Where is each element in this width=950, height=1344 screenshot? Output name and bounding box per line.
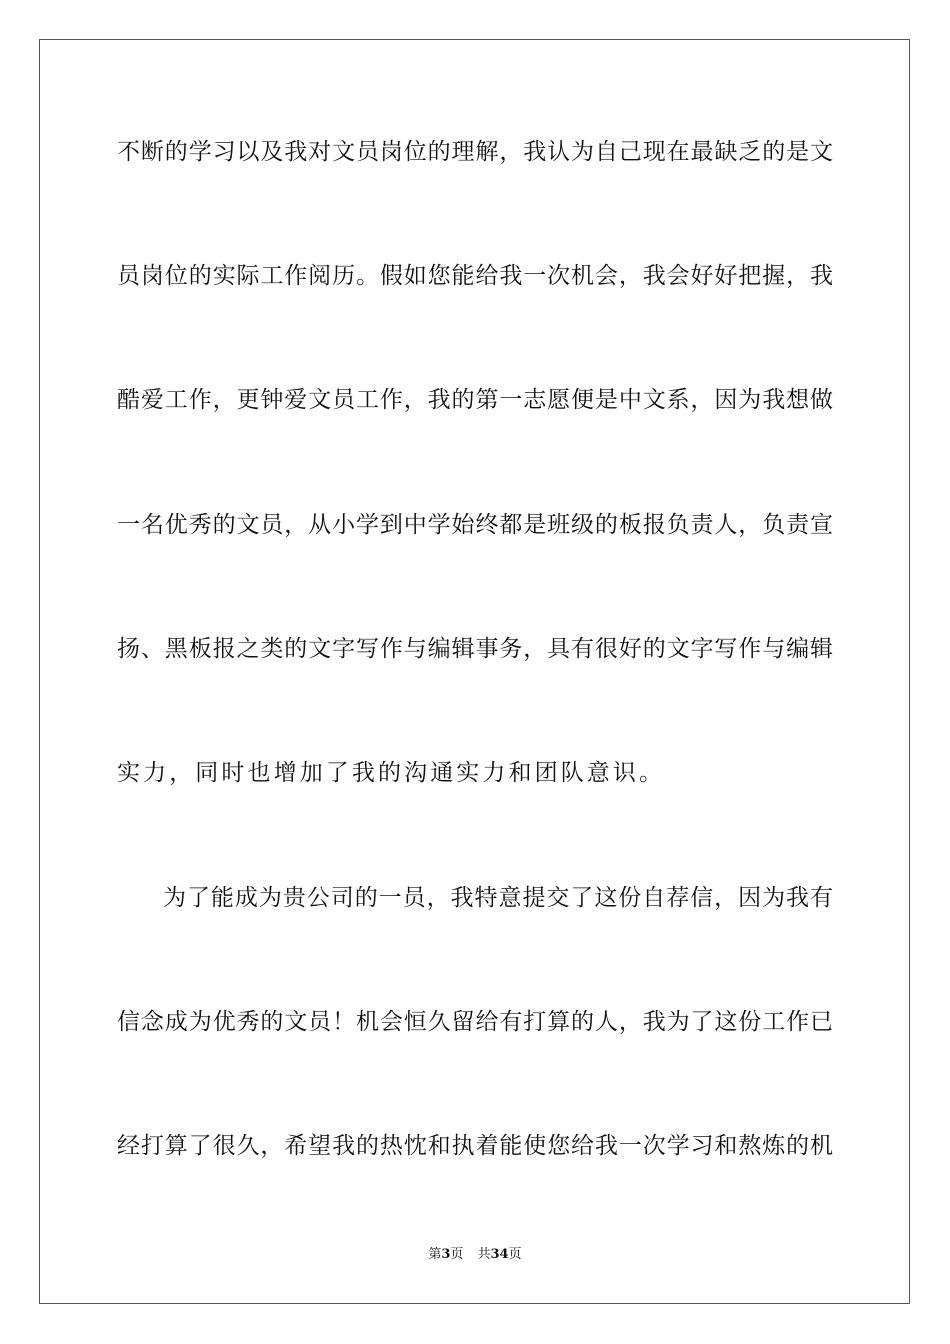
body-line-2: 员岗位的实际工作阅历。假如您能给我一次机会，我会好好把握，我 (117, 263, 833, 289)
page-footer (0, 1246, 950, 1264)
body-line-1: 不断的学习以及我对文员岗位的理解，我认为自己现在最缺乏的是文 (117, 139, 833, 165)
page-number: 第3页 (428, 1247, 464, 1262)
body-line-6: 实力，同时也增加了我的沟通实力和团队意识。 (117, 760, 666, 786)
body-line-5: 扬、黑板报之类的文字写作与编辑事务，具有很好的文字写作与编辑 (117, 636, 833, 662)
page-total: 共34页 (477, 1247, 522, 1262)
page-border (39, 39, 910, 1304)
body-line-9: 经打算了很久，希望我的热忱和执着能使您给我一次学习和熬炼的机 (117, 1133, 833, 1159)
body-line-4: 一名优秀的文员，从小学到中学始终都是班级的板报负责人，负责宣 (117, 512, 833, 538)
body-line-7-paragraph-start: 为了能成为贵公司的一员，我特意提交了这份自荐信，因为我有 (163, 885, 833, 911)
body-line-8: 信念成为优秀的文员！机会恒久留给有打算的人，我为了这份工作已 (117, 1009, 833, 1035)
body-line-3: 酷爱工作，更钟爱文员工作，我的第一志愿便是中文系，因为我想做 (117, 387, 833, 413)
